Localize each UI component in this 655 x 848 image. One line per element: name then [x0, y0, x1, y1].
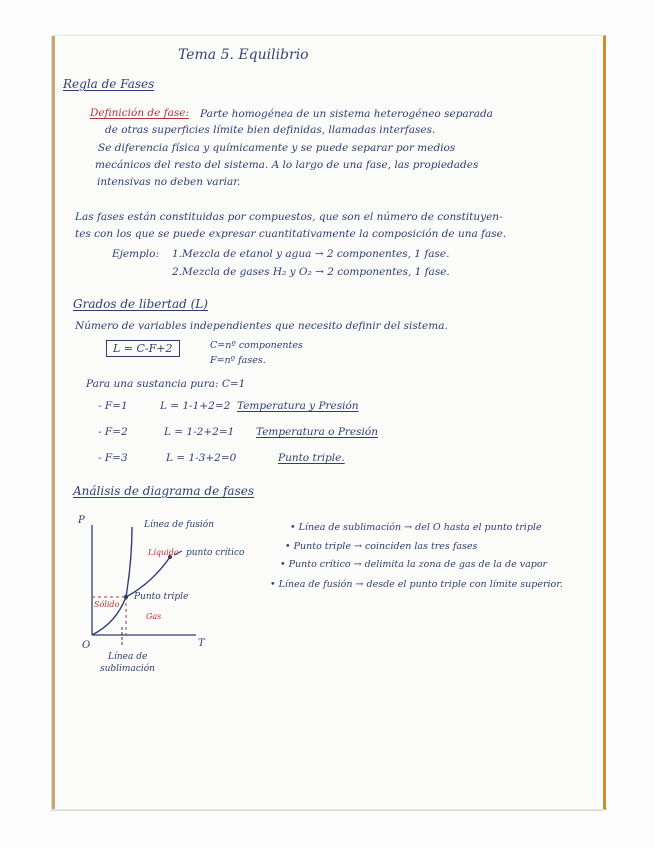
example-1: 1.Mezcla de etanol y agua → 2 componentes, 1 fase.	[172, 248, 450, 260]
row1-eq: L = 1-1+2=2	[160, 400, 231, 412]
section-heading-analisis: Análisis de diagrama de fases	[73, 484, 254, 498]
row3-result: Punto triple.	[278, 452, 345, 464]
row1-f: - F=1	[98, 400, 128, 412]
note-3: • Punto crítico → delimita la zona de gas de la de vapor	[280, 559, 548, 570]
vaporization-curve	[126, 557, 170, 597]
sublimation-label-2: sublimación	[100, 664, 155, 674]
formula-box: L = C-F+2	[106, 340, 180, 357]
row2-f: - F=2	[98, 426, 128, 438]
phase-diagram	[78, 515, 268, 680]
p-axis-label: P	[78, 515, 85, 526]
definition-label: Definición de fase:	[90, 107, 189, 119]
note-2: • Punto triple → coinciden las tres fases	[285, 541, 478, 552]
note-1: • Línea de sublimación → del O hasta el punto triple	[290, 522, 542, 533]
row3-f: - F=3	[98, 452, 128, 464]
row2-eq: L = 1-2+2=1	[164, 426, 235, 438]
fusion-label: Línea de fusión	[144, 520, 214, 530]
example-2: 2.Mezcla de gases H₂ y O₂ → 2 componentes, 1 fase.	[172, 266, 450, 278]
definition-line-2: de otras superficies límite bien definidas, llamadas interfases.	[105, 124, 436, 136]
definition-line-4: mecánicos del resto del sistema. A lo largo de una fase, las propiedades	[95, 159, 479, 171]
substance-line: Para una sustancia pura: C=1	[86, 378, 246, 390]
paragraph-line-2: tes con los que se puede expresar cuantitativamente la composición de una fase.	[75, 228, 507, 240]
triple-label: Punto triple	[134, 592, 189, 602]
gas-label: Gas	[146, 612, 162, 621]
section-heading-grados: Grados de libertad (L)	[73, 297, 208, 311]
t-axis-label: T	[198, 638, 205, 649]
example-label: Ejemplo:	[112, 248, 160, 260]
definition-line-3: Se diferencia física y químicamente y se puede separar por medios	[98, 142, 456, 154]
row2-result: Temperatura o Presión	[256, 426, 378, 438]
origin-label: O	[82, 640, 91, 651]
note-4: • Línea de fusión → desde el punto triple con límite superior.	[270, 579, 563, 590]
triple-point-dot	[124, 595, 128, 599]
legend-c: C=nº componentes	[210, 340, 303, 351]
sublimation-label-1: Línea de	[108, 652, 148, 662]
grados-intro: Número de variables independientes que necesito definir del sistema.	[75, 320, 448, 332]
page-title: Tema 5. Equilibrio	[178, 47, 309, 63]
critical-label: punto crítico	[186, 548, 245, 558]
liquid-label: Líquido	[148, 548, 179, 557]
section-heading-fases: Regla de Fases	[63, 77, 155, 91]
row3-eq: L = 1-3+2=0	[166, 452, 237, 464]
definition-line-1: Parte homogénea de un sistema heterogéneo separada	[200, 108, 493, 120]
solid-label: Sólido	[94, 600, 120, 609]
fusion-curve	[126, 527, 132, 597]
paragraph-line-1: Las fases están constituidas por compuestos, que son el número de constituyen-	[75, 211, 503, 223]
row1-result: Temperatura y Presión	[237, 400, 359, 412]
legend-f: F=nº fases.	[210, 355, 266, 366]
definition-line-5: intensivas no deben variar.	[97, 176, 241, 188]
